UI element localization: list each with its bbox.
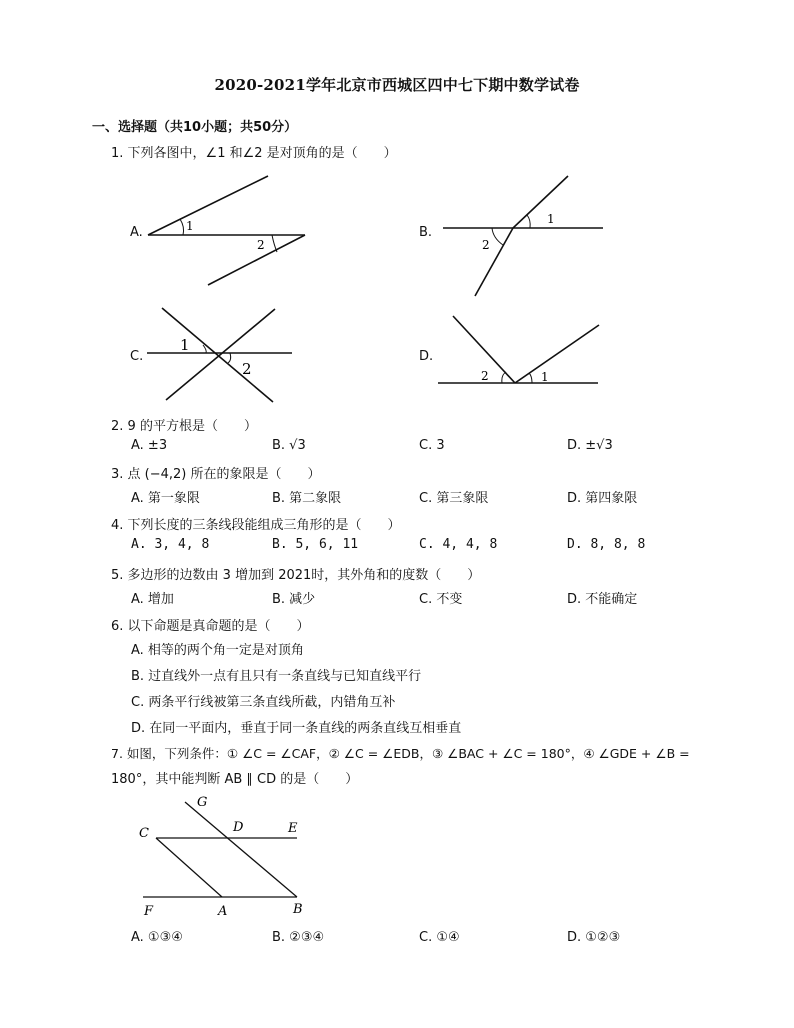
q1-option-a-label[interactable]: A. xyxy=(130,225,143,240)
q4-option-d[interactable]: D. 8, 8, 8 xyxy=(567,537,646,552)
q1-option-d-label[interactable]: D. xyxy=(419,349,434,364)
q7-point-b: B xyxy=(293,902,303,917)
q7-option-a[interactable]: A. ①③④ xyxy=(131,930,183,945)
q7-figure xyxy=(130,790,320,925)
q7-option-d[interactable]: D. ①②③ xyxy=(567,930,621,945)
q5-option-a[interactable]: A. 增加 xyxy=(131,592,174,607)
q2-option-a[interactable]: A. ±3 xyxy=(131,438,168,453)
q1b-angle2-label: 2 xyxy=(482,238,490,252)
q1c-angle2-label: 2 xyxy=(242,360,252,378)
question-3-stem: 3. 点 (−4,2) 所在的象限是（ ） xyxy=(111,467,321,482)
q2-option-b[interactable]: B. √3 xyxy=(272,438,306,453)
q1-figure-a xyxy=(140,170,320,295)
q2-option-c[interactable]: C. 3 xyxy=(419,438,445,453)
q1-figure-b xyxy=(440,170,610,300)
q1a-angle2-label: 2 xyxy=(257,238,265,252)
q7-point-g: G xyxy=(197,795,208,810)
q6-option-d[interactable]: D. 在同一平面内，垂直于同一条直线的两条直线互相垂直 xyxy=(131,721,462,736)
q1-figure-d xyxy=(435,312,605,392)
q4-option-c[interactable]: C. 4, 4, 8 xyxy=(419,537,498,552)
q1d-angle2-label: 2 xyxy=(481,369,489,383)
q3-option-d[interactable]: D. 第四象限 xyxy=(567,491,638,506)
q1-option-b-label[interactable]: B. xyxy=(419,225,433,240)
question-5-stem: 5. 多边形的边数由 3 增加到 2021时，其外角和的度数（ ） xyxy=(111,568,481,583)
q1-option-c-label[interactable]: C. xyxy=(130,349,144,364)
q7-option-c[interactable]: C. ①④ xyxy=(419,930,460,945)
q1d-angle1-label: 1 xyxy=(541,370,549,384)
q1b-angle1-label: 1 xyxy=(547,212,555,226)
question-7-stem-line2: 180°，其中能判断 AB ∥ CD 的是（ ） xyxy=(111,772,359,787)
question-1-stem: 1. 下列各图中，∠1 和∠2 是对顶角的是（ ） xyxy=(111,146,397,161)
q3-option-b[interactable]: B. 第二象限 xyxy=(272,491,342,506)
q6-option-a[interactable]: A. 相等的两个角一定是对顶角 xyxy=(131,643,304,658)
question-6-stem: 6. 以下命题是真命题的是（ ） xyxy=(111,619,310,634)
q1c-angle1-label: 1 xyxy=(180,336,190,354)
section-heading: 一、选择题（共10小题；共50分） xyxy=(92,120,298,135)
q7-point-e: E xyxy=(288,821,298,836)
question-4-stem: 4. 下列长度的三条线段能组成三角形的是（ ） xyxy=(111,518,401,533)
q3-option-a[interactable]: A. 第一象限 xyxy=(131,491,200,506)
question-2-stem: 2. 9 的平方根是（ ） xyxy=(111,419,257,434)
q1a-angle1-label: 1 xyxy=(186,219,194,233)
q6-option-b[interactable]: B. 过直线外一点有且只有一条直线与已知直线平行 xyxy=(131,669,422,684)
q7-point-f: F xyxy=(144,904,154,919)
q4-option-b[interactable]: B. 5, 6, 11 xyxy=(272,537,359,552)
q3-option-c[interactable]: C. 第三象限 xyxy=(419,491,489,506)
q1-figure-c xyxy=(140,305,300,405)
q7-point-c: C xyxy=(139,826,149,841)
q7-point-a: A xyxy=(218,904,228,919)
q2-option-d[interactable]: D. ±√3 xyxy=(567,438,613,453)
question-7-stem-line1: 7. 如图，下列条件：① ∠C = ∠CAF，② ∠C = ∠EDB，③ ∠BAC + ∠C = 180°，④ ∠GDE + ∠B = xyxy=(111,746,690,761)
q7-option-b[interactable]: B. ②③④ xyxy=(272,930,325,945)
q5-option-b[interactable]: B. 减少 xyxy=(272,592,316,607)
page-title: 2020-2021学年北京市西城区四中七下期中数学试卷 xyxy=(214,76,580,94)
q5-option-c[interactable]: C. 不变 xyxy=(419,592,463,607)
q6-option-c[interactable]: C. 两条平行线被第三条直线所截，内错角互补 xyxy=(131,695,396,710)
q7-point-d: D xyxy=(233,820,244,835)
q5-option-d[interactable]: D. 不能确定 xyxy=(567,592,638,607)
q4-option-a[interactable]: A. 3, 4, 8 xyxy=(131,537,210,552)
